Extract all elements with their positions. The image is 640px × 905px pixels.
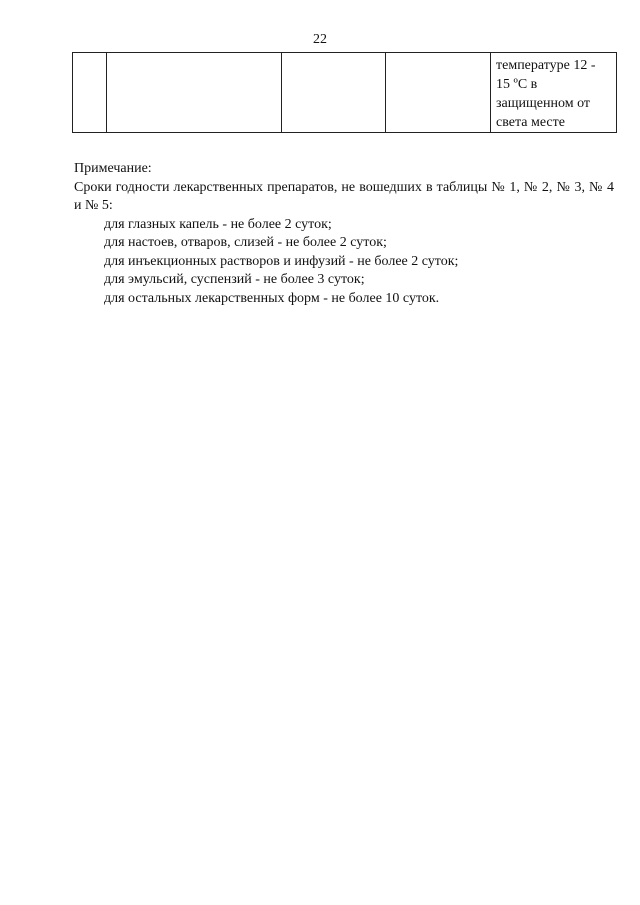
table-cell-storage-conditions: температуре 12 - 15 ºС в защищенном от света месте	[491, 53, 617, 133]
table-cell-number	[73, 53, 107, 133]
table-cell-shelf-life	[386, 53, 491, 133]
page-number: 22	[313, 32, 327, 47]
note-title: Примечание:	[74, 161, 152, 176]
table-cell-name	[107, 53, 282, 133]
note-block	[74, 160, 614, 308]
storage-conditions-table	[72, 52, 617, 133]
list-item: для остальных лекарственных форм - не более 10 суток.	[104, 290, 440, 306]
list-item: для эмульсий, суспензий - не более 3 суток;	[104, 272, 365, 287]
list-item: для инъекционных растворов и инфузий - не более 2 суток;	[104, 253, 459, 269]
list-item: для глазных капель - не более 2 суток;	[104, 216, 332, 232]
note-list	[74, 216, 614, 309]
table-cell-composition	[282, 53, 386, 133]
list-item: для настоев, отваров, слизей - не более 2 суток;	[104, 235, 387, 250]
note-intro: Сроки годности лекарственных препаратов, не вошедших в таблицы № 1, № 2, № 3, № 4 и № 5:	[74, 179, 614, 213]
table-row	[73, 53, 617, 133]
